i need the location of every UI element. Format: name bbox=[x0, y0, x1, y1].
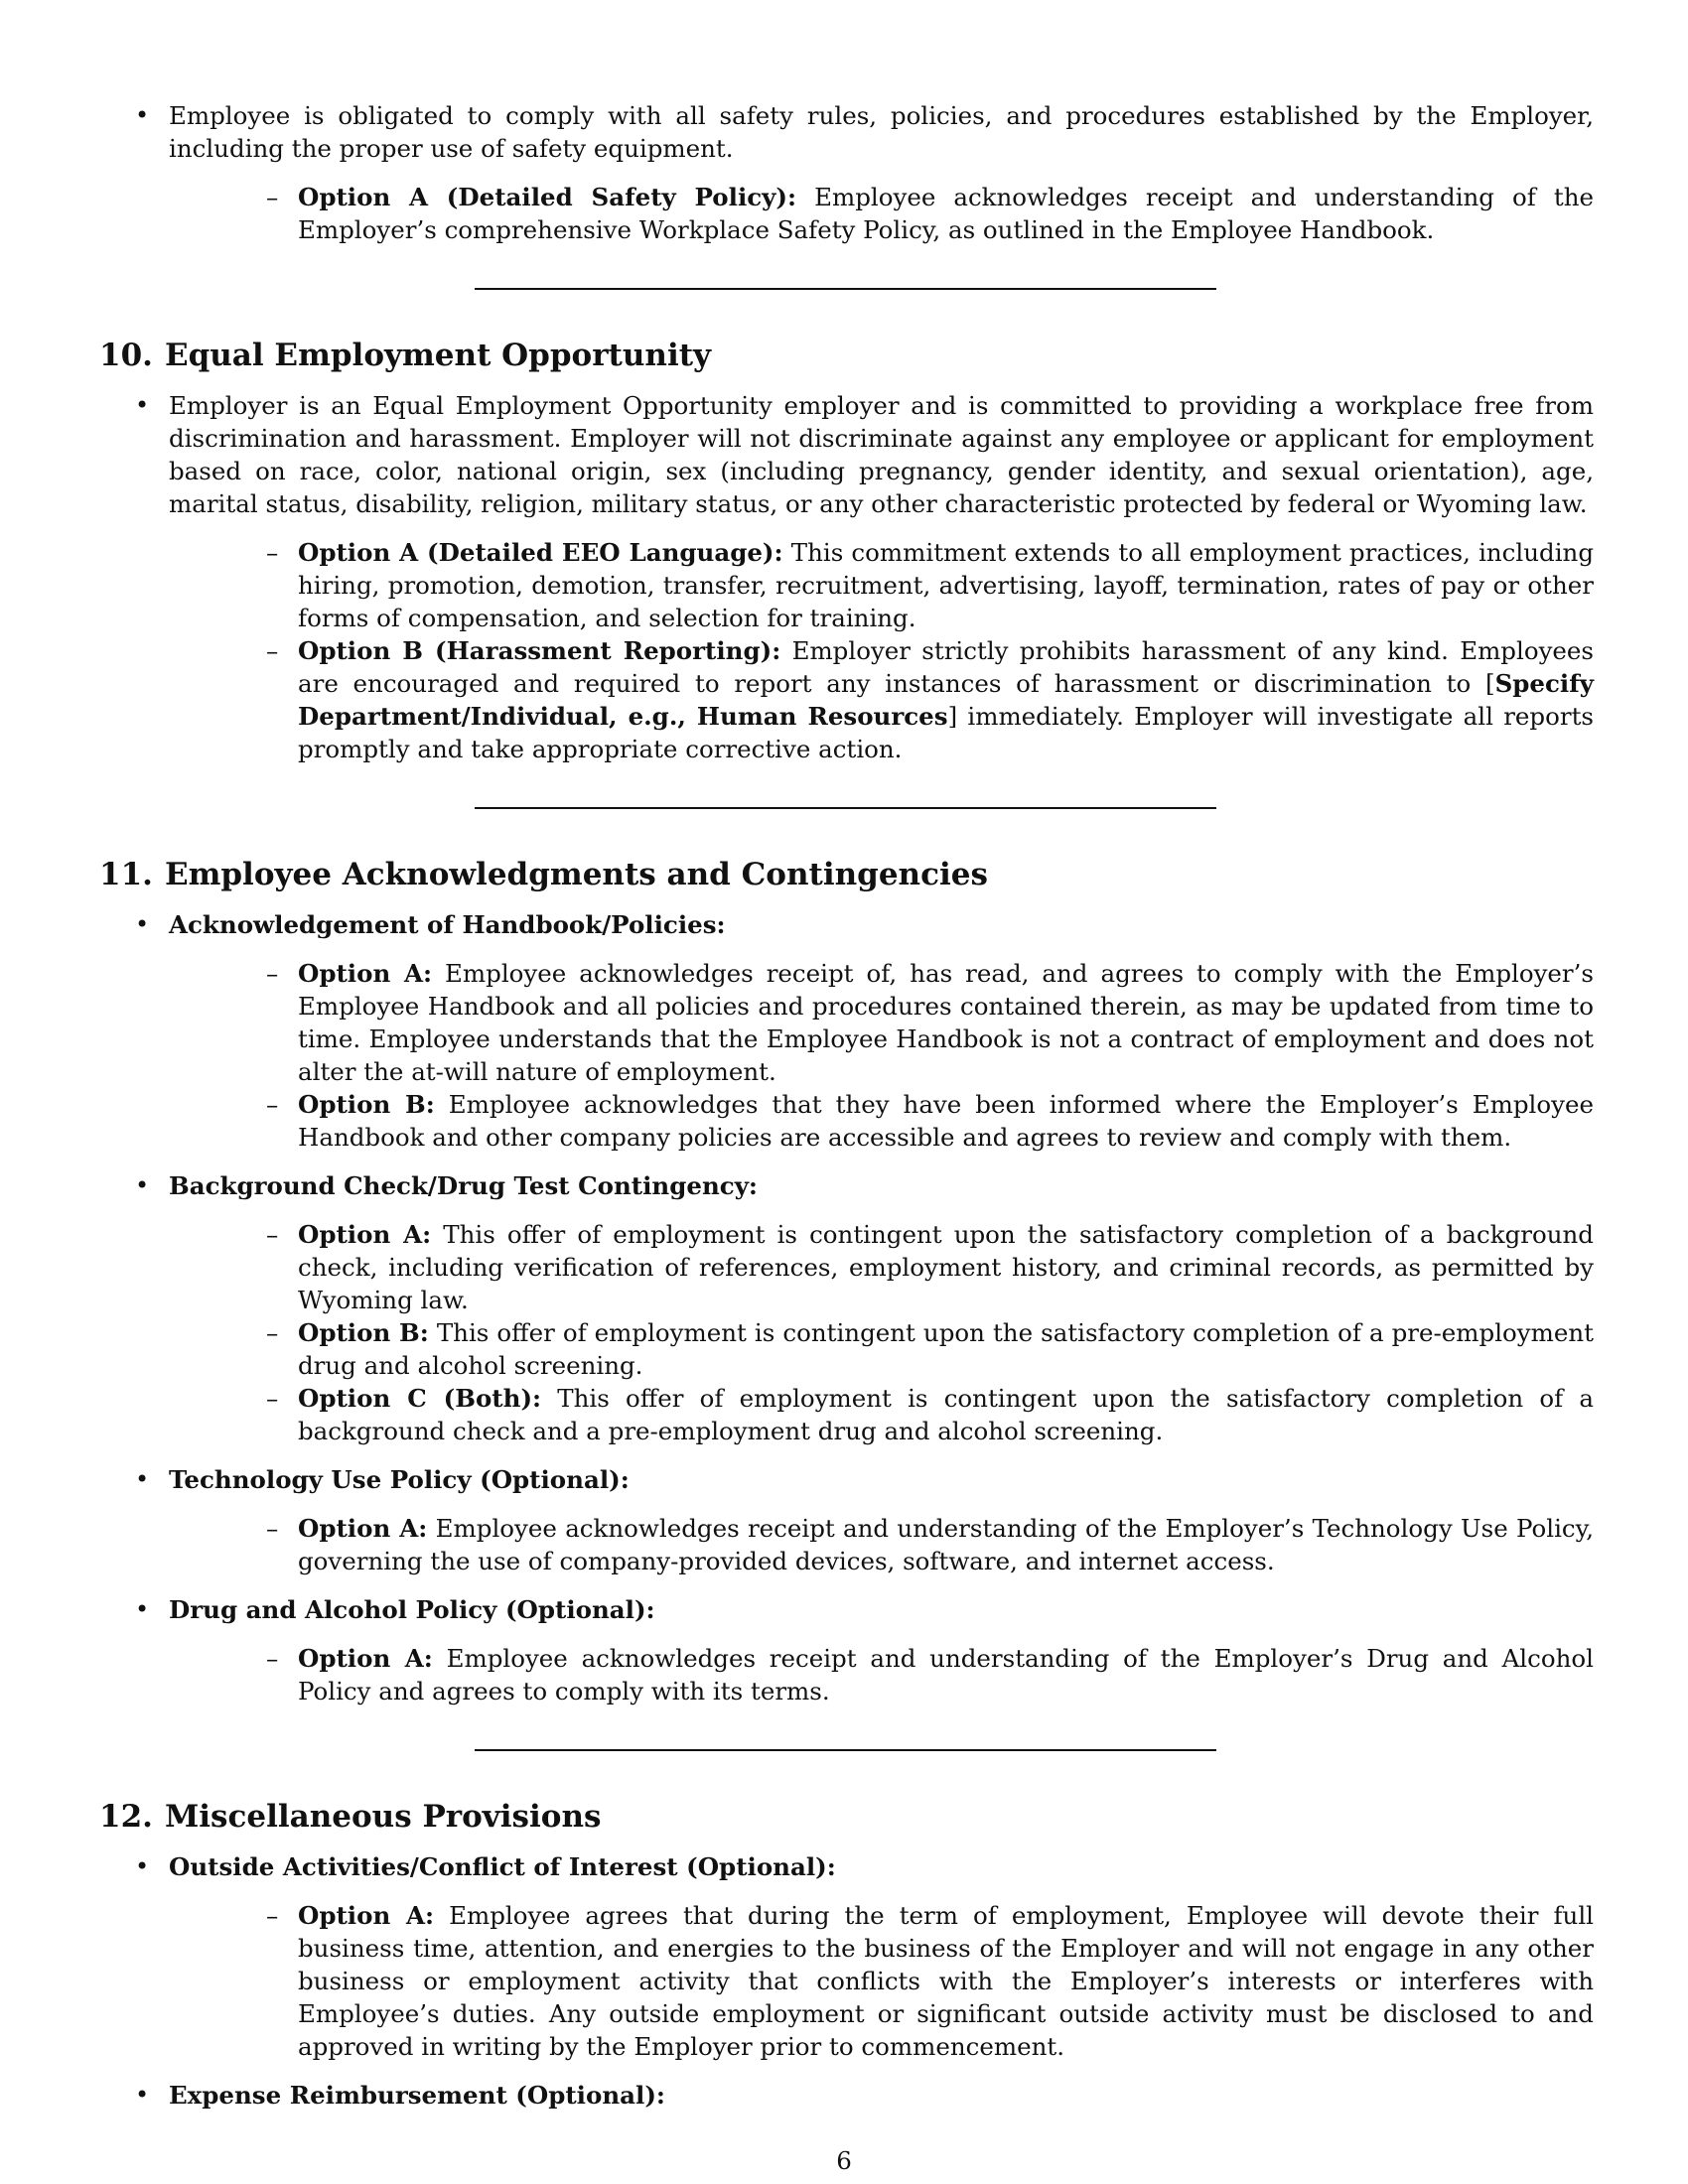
outside-options bbox=[169, 1899, 1594, 2063]
section-title: Miscellaneous Provisions bbox=[164, 1799, 602, 1835]
option-text: Employee agrees that during the term of employment, Employee will devote their full business time, attention, and energies to the business of the Employer and will not engage in any other business or employment activity that conflicts with the Employer’s interests or interferes with Employee’s duties. Any outside employment or significant outside activity must be disclosed to and approved in writing by the Employer prior to commencement. bbox=[298, 1901, 1594, 2061]
section-number: 12. bbox=[99, 1799, 153, 1835]
option-text: This offer of employment is contingent upon the satisfactory completion of a background check, including verification of references, employment history, and criminal records, as permitted by Wyoming law. bbox=[298, 1220, 1594, 1314]
option-text: Employee acknowledges that they have been informed where the Employer’s Employee Handbook and other company policies are accessible and agrees to review and comply with them. bbox=[298, 1090, 1594, 1152]
list-item bbox=[99, 2079, 1594, 2112]
section-title: Employee Acknowledgments and Contingencies bbox=[164, 857, 988, 892]
list-item bbox=[99, 908, 1594, 1154]
option-text: This offer of employment is contingent upon the satisfactory completion of a pre-employment drug and alcohol screening. bbox=[298, 1318, 1594, 1380]
section-heading-10 bbox=[99, 336, 1594, 375]
option-label: Option A: bbox=[298, 1901, 435, 1930]
option-label: Option A (Detailed EEO Language): bbox=[298, 538, 783, 567]
section-number: 10. bbox=[99, 338, 153, 373]
section-heading-11 bbox=[99, 855, 1594, 894]
option-text: ] immediately. Employer will investigate all reports promptly and take appropriate corrective action. bbox=[298, 702, 1594, 763]
safety-options bbox=[169, 181, 1594, 246]
option-text: This commitment extends to all employment practices, including hiring, promotion, demotion, transfer, recruitment, advertising, layoff, termination, rates of pay or other forms of compensation, and selection for training. bbox=[298, 538, 1594, 632]
option-label: Option A (Detailed Safety Policy): bbox=[298, 183, 797, 211]
list-item bbox=[99, 1593, 1594, 1707]
option-text: Employer strictly prohibits harassment of any kind. Employees are encouraged and required to report any instances of harassment or discrimination to [ bbox=[298, 636, 1594, 698]
technology-options bbox=[169, 1512, 1594, 1577]
section-number: 11. bbox=[99, 857, 153, 892]
option-item bbox=[169, 957, 1594, 1088]
option-label: Option C (Both): bbox=[298, 1384, 542, 1413]
option-item bbox=[169, 1088, 1594, 1154]
safety-list bbox=[99, 99, 1594, 246]
option-label: Option B: bbox=[298, 1090, 435, 1119]
section-heading-12 bbox=[99, 1797, 1594, 1837]
option-item bbox=[169, 1512, 1594, 1577]
option-text: Employee acknowledges receipt and understanding of the Employer’s comprehensive Workplace Safety Policy, as outlined in the Employee Handbook. bbox=[298, 183, 1594, 244]
subheading: Background Check/Drug Test Contingency: bbox=[169, 1171, 758, 1200]
page-number: 6 bbox=[836, 2146, 852, 2175]
list-item bbox=[99, 1850, 1594, 2063]
list-item bbox=[99, 99, 1594, 246]
option-item bbox=[169, 1218, 1594, 1316]
list-item bbox=[99, 389, 1594, 765]
option-item bbox=[169, 1382, 1594, 1447]
acknowledgments-list bbox=[99, 908, 1594, 1707]
list-item bbox=[99, 1463, 1594, 1577]
subheading: Drug and Alcohol Policy (Optional): bbox=[169, 1595, 655, 1624]
placeholder-text: Specify Department/Individual, e.g., Human Resources bbox=[298, 669, 1594, 731]
safety-bullet-text: Employee is obligated to comply with all safety rules, policies, and procedures established by the Employer, including the proper use of safety equipment. bbox=[169, 101, 1594, 163]
option-label: Option A: bbox=[298, 1220, 432, 1249]
option-item bbox=[169, 1316, 1594, 1382]
list-item bbox=[99, 1169, 1594, 1447]
option-text: Employee acknowledges receipt and understanding of the Employer’s Drug and Alcohol Policy and agrees to comply with its terms. bbox=[298, 1644, 1594, 1706]
section-divider bbox=[475, 1749, 1216, 1751]
option-label: Option A: bbox=[298, 1644, 433, 1673]
option-text: Employee acknowledges receipt of, has read, and agrees to comply with the Employer’s Employee Handbook and all policies and procedures contained therein, as may be updated from time to time. Employee understands that the Employee Handbook is not a contract of employment and does not alter the at-will nature of employment. bbox=[298, 959, 1595, 1086]
background-options bbox=[169, 1218, 1594, 1447]
eeo-list bbox=[99, 389, 1594, 765]
option-text: This offer of employment is contingent upon the satisfactory completion of a background check and a pre-employment drug and alcohol screening. bbox=[298, 1384, 1594, 1445]
drug-options bbox=[169, 1642, 1594, 1707]
page-content bbox=[99, 99, 1594, 2112]
option-item bbox=[169, 634, 1594, 765]
option-label: Option B: bbox=[298, 1318, 429, 1347]
section-divider bbox=[475, 288, 1216, 290]
eeo-options bbox=[169, 536, 1594, 765]
misc-list bbox=[99, 1850, 1594, 2112]
subheading: Outside Activities/Conflict of Interest (Optional): bbox=[169, 1852, 836, 1881]
subheading: Expense Reimbursement (Optional): bbox=[169, 2081, 665, 2110]
option-item bbox=[169, 536, 1594, 634]
eeo-bullet-text: Employer is an Equal Employment Opportunity employer and is committed to providing a workplace free from discrimination and harassment. Employer will not discriminate against any employee or applicant for employment based on race, color, national origin, sex (including pregnancy, gender identity, and sexual orientation), age, marital status, disability, religion, military status, or any other characteristic protected by federal or Wyoming law. bbox=[169, 391, 1594, 518]
handbook-options bbox=[169, 957, 1594, 1154]
option-item bbox=[169, 1899, 1594, 2063]
option-item bbox=[169, 181, 1594, 246]
option-label: Option A: bbox=[298, 1514, 428, 1543]
option-label: Option A: bbox=[298, 959, 433, 988]
section-title: Equal Employment Opportunity bbox=[164, 338, 712, 373]
option-label: Option B (Harassment Reporting): bbox=[298, 636, 781, 665]
option-text: Employee acknowledges receipt and understanding of the Employer’s Technology Use Policy, governing the use of company-provided devices, software, and internet access. bbox=[298, 1514, 1595, 1575]
section-divider bbox=[475, 807, 1216, 809]
subheading: Technology Use Policy (Optional): bbox=[169, 1465, 630, 1494]
subheading: Acknowledgement of Handbook/Policies: bbox=[169, 910, 726, 939]
option-item bbox=[169, 1642, 1594, 1707]
